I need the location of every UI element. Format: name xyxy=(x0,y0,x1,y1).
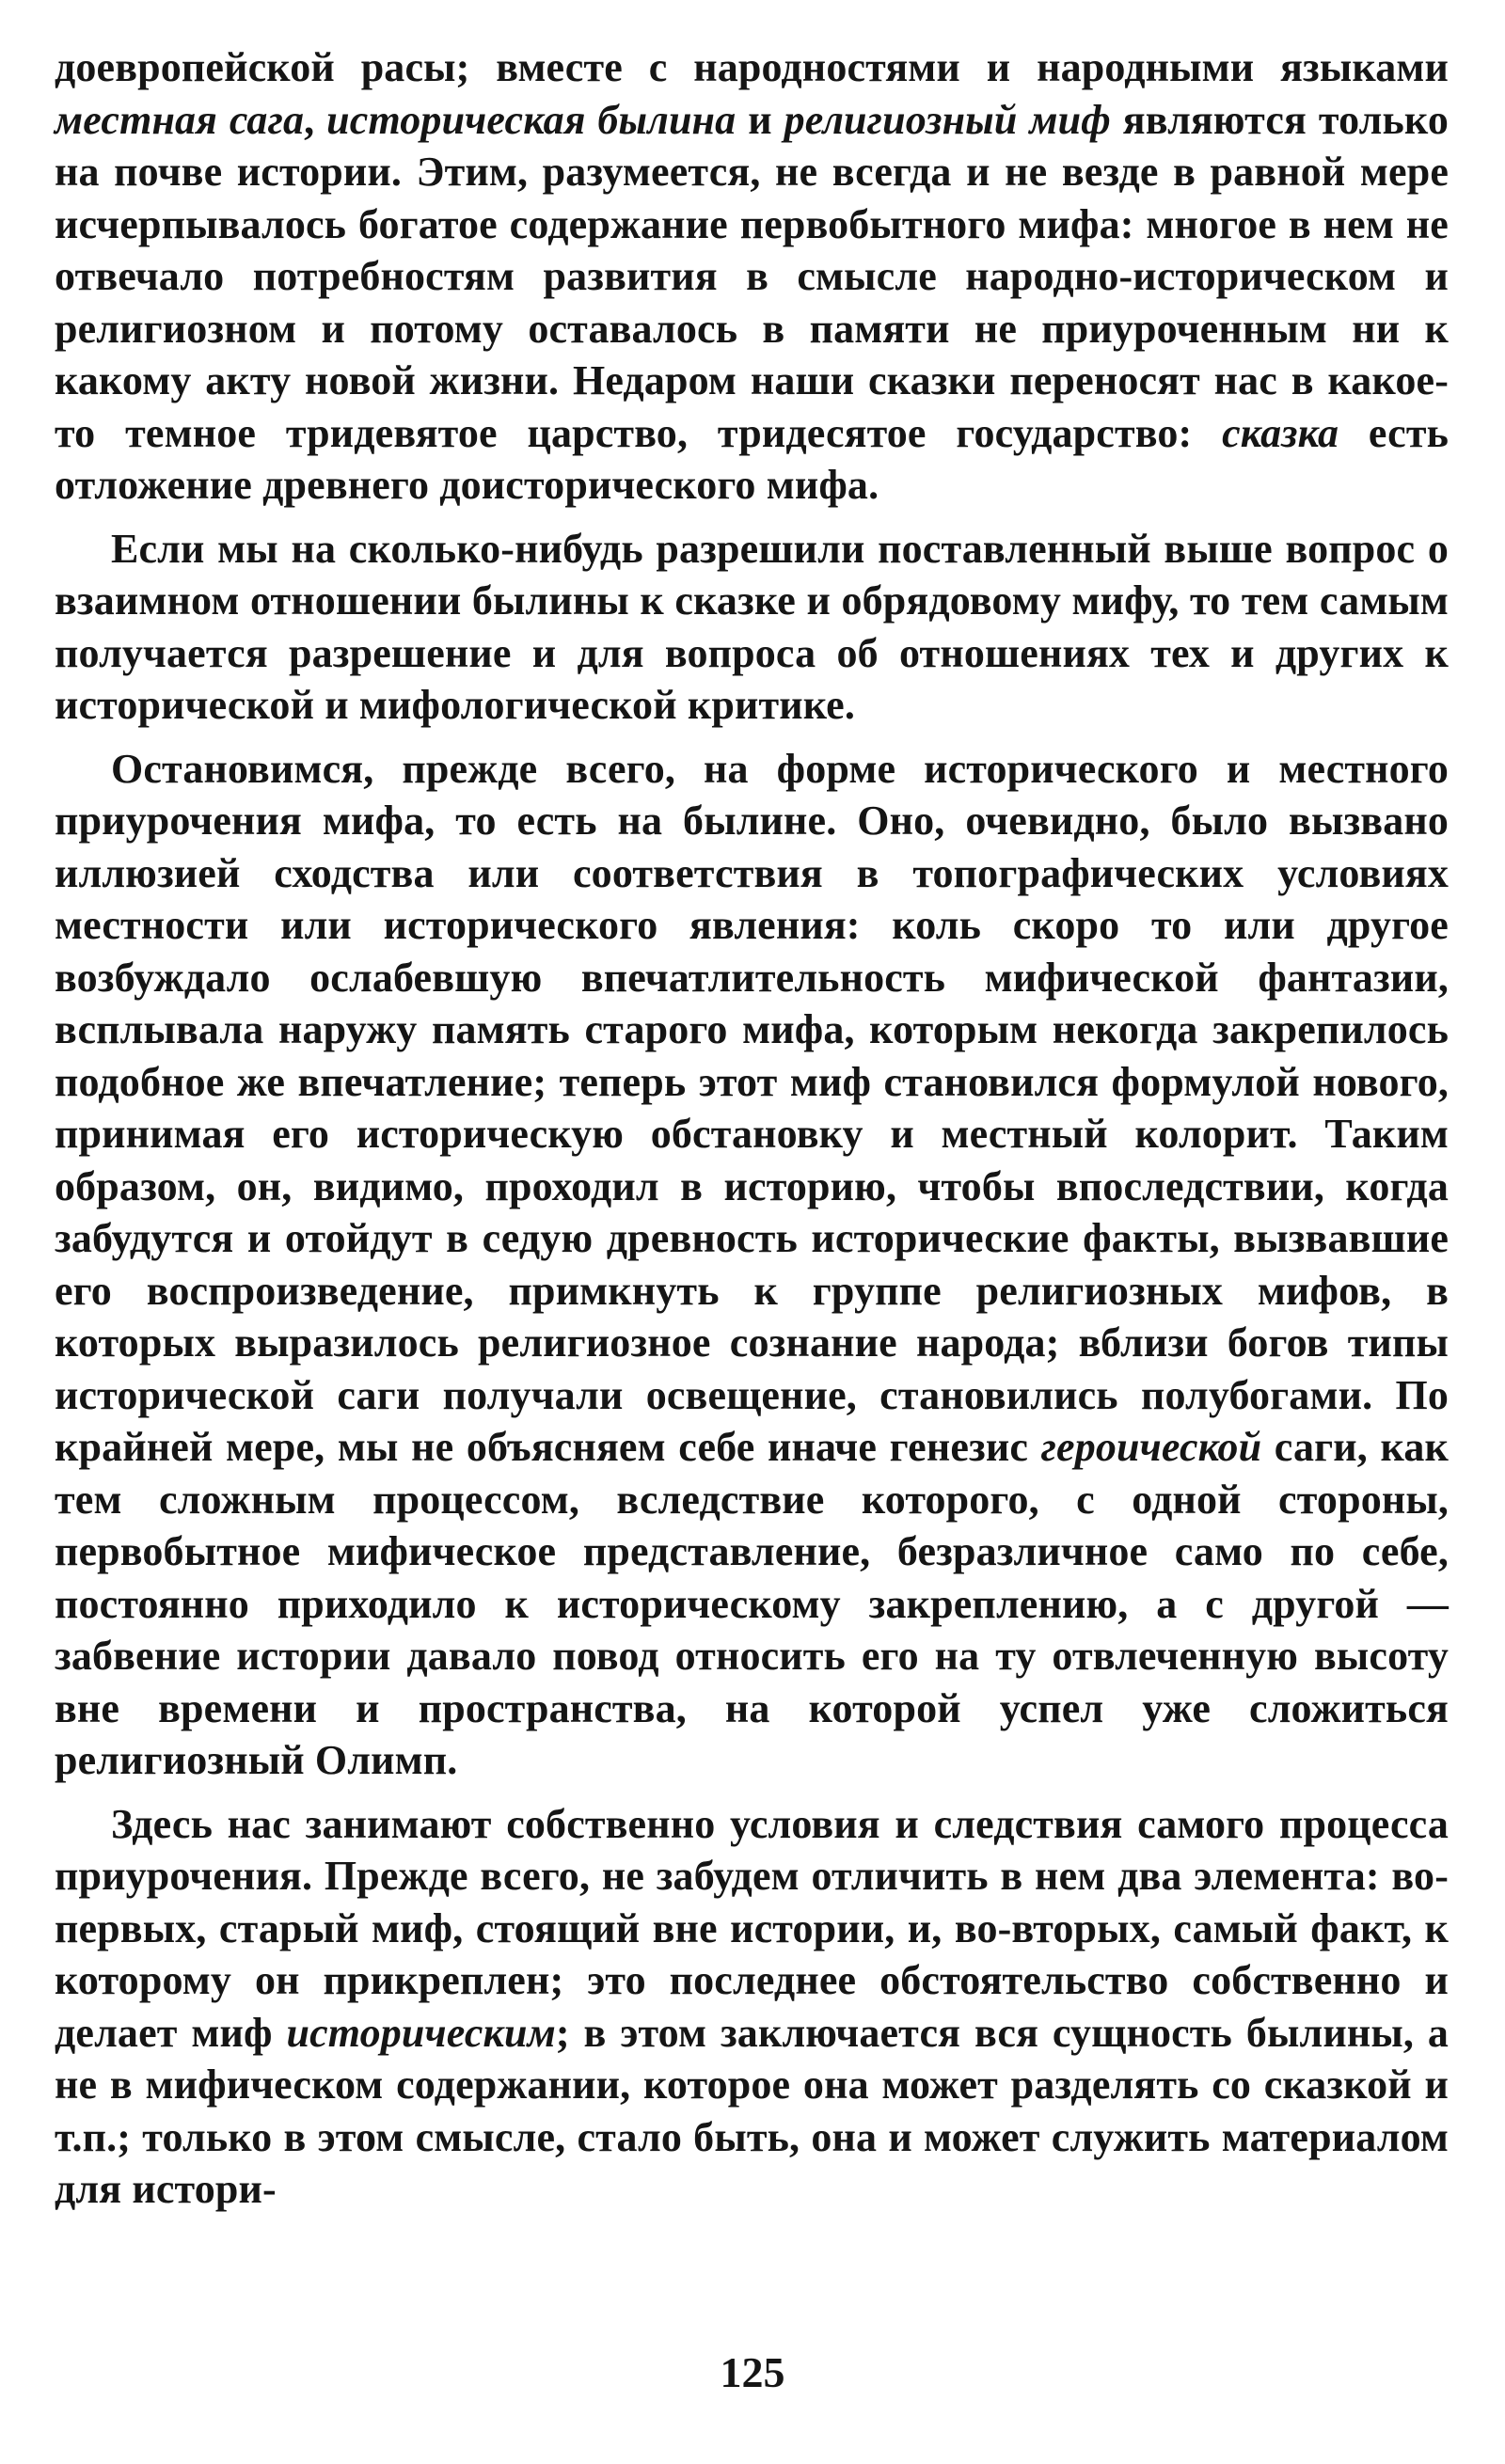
italic-term: религиозный миф xyxy=(784,96,1111,143)
italic-term: сказка xyxy=(1222,409,1339,456)
text-run: , xyxy=(304,96,327,143)
text-run: саги, как тем сложным процессом, вследствие которого, с одной стороны, первобытное мифическое представление, безразличное само по себе, постоянно приходило к историческому закреплению, а с другой — забвение истории давало повод относить его на ту отвлеченную высоту вне времени и пространства, на которой успел уже сложиться религиозный Олимп. xyxy=(55,1424,1449,1783)
text-run: есть отложение древнего доисторического мифа. xyxy=(55,409,1449,508)
paragraph-4 xyxy=(55,1798,1449,2216)
italic-term: героической xyxy=(1040,1424,1262,1470)
text-run: являются только на почве истории. Этим, разумеется, не всегда и не везде в равной мере исчерпывалось богатое содержание первобытного мифа: многое в нем не отвечало потребностям развития в смысле народно-историческом и религиозном и потому оставалось в памяти не приуроченным ни к какому акту новой жизни. Недаром наши сказки переносят нас в какое-то темное тридевятое царство, тридесятое государство: xyxy=(55,96,1449,456)
text-run: и xyxy=(736,96,784,143)
text-run: доевропейской расы; вместе с народностями и народными языками xyxy=(55,44,1449,90)
paragraph-2 xyxy=(55,523,1449,732)
page-number: 125 xyxy=(720,2348,785,2396)
italic-term: историческим xyxy=(286,2009,556,2056)
paragraph-1 xyxy=(55,41,1449,512)
italic-term: местная сага xyxy=(55,96,305,143)
page-text xyxy=(55,41,1449,2216)
italic-term: историческая былина xyxy=(326,96,737,143)
text-run: Здесь нас занимают собственно условия и следствия самого процесса приурочения. Прежде всего, не забудем отличить в нем два элемента: во-первых, старый миф, стоящий вне истории, и, во-вторых, самый факт, к которому он прикреплен; это последнее обстоятельство собственно и делает миф xyxy=(55,1800,1449,2056)
text-run: ; в этом заключается вся сущность былины, а не в мифическом содержании, которое она может разделять со сказкой и т.п.; только в этом смысле, стало быть, она и может служить материалом для истори- xyxy=(55,2009,1450,2212)
paragraph-3 xyxy=(55,743,1449,1787)
text-run: Если мы на сколько-нибудь разрешили поставленный выше вопрос о взаимном отношении былины к сказке и обрядовому мифу, то тем самым получается разрешение и для вопроса об отношениях тех и других к исторической и мифологической критике. xyxy=(55,525,1449,728)
text-run: Остановимся, прежде всего, на форме исторического и местного приурочения мифа, то есть на былине. Оно, очевидно, было вызвано иллюзией сходства или соответствия в топографических условиях местности или исторического явления: коль скоро то или другое возбуждало ослабевшую впечатлительность мифической фантазии, всплывала наружу память старого мифа, которым некогда закрепилось подобное же впечатление; теперь этот миф становился формулой нового, принимая его историческую обстановку и местный колорит. Таким образом, он, видимо, проходил в историю, чтобы впоследствии, когда забудутся и отойдут в седую древность исторические факты, вызвавшие его воспроизведение, примкнуть к группе религиозных мифов, в которых выразилось религиозное сознание народа; вблизи богов типы исторической саги получали освещение, становились полубогами. По крайней мере, мы не объясняем себе иначе генезис xyxy=(55,745,1449,1470)
